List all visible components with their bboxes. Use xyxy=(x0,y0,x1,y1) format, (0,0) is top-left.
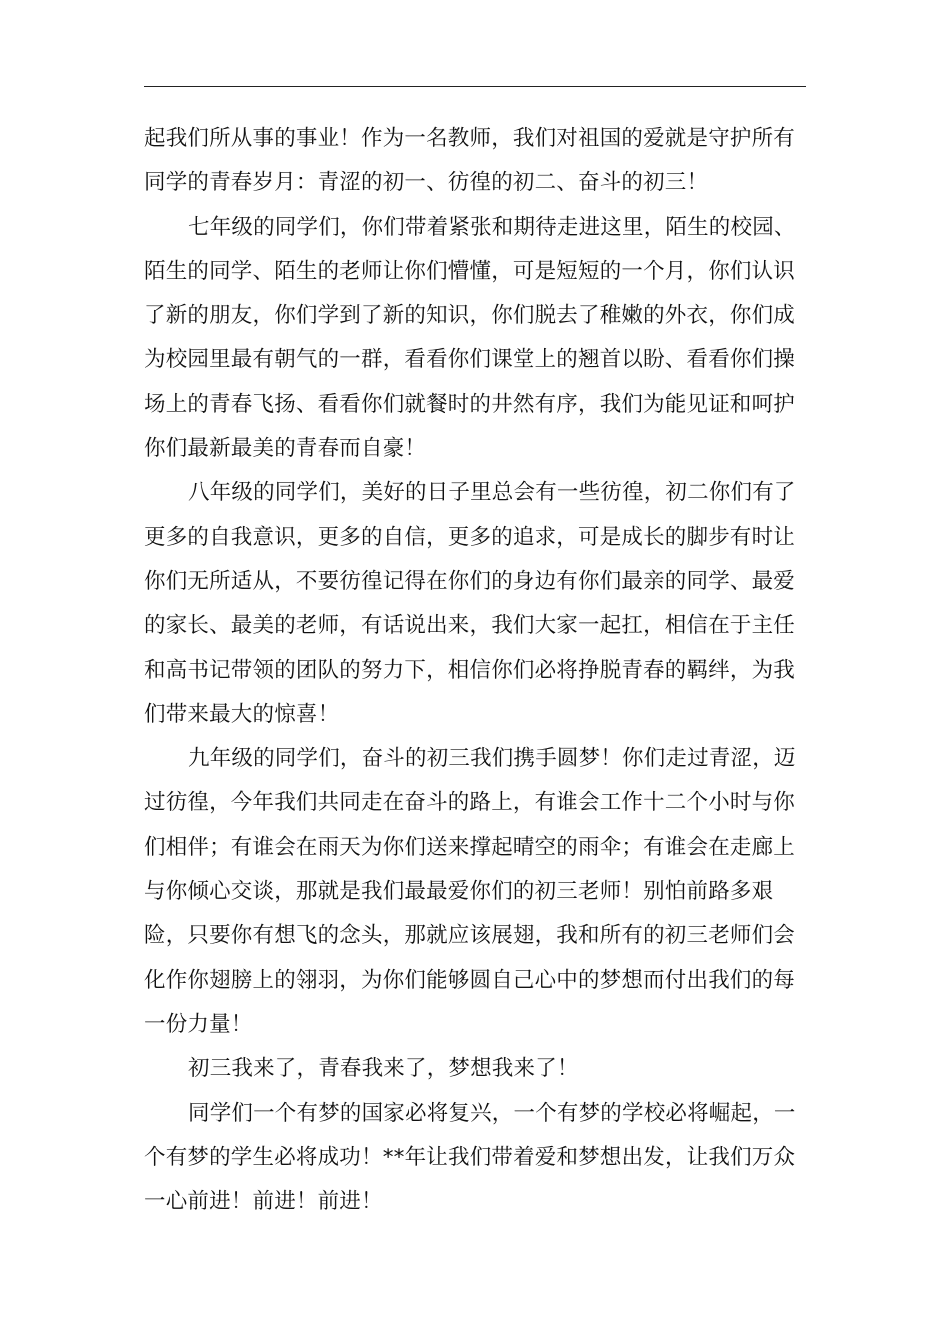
paragraph-grade-seven: 七年级的同学们，你们带着紧张和期待走进这里，陌生的校园、陌生的同学、陌生的老师让你们懵懂，可是短短的一个月，你们认识了新的朋友，你们学到了新的知识，你们脱去了稚嫩的外衣，你们成为校园里最有朝气的一群，看看你们课堂上的翘首以盼、看看你们操场上的青春飞扬、看看你们就餐时的井然有序，我们为能见证和呵护你们最新最美的青春而自豪！ xyxy=(144,214,796,462)
paragraph-slogan: 初三我来了，青春我来了，梦想我来了！ xyxy=(188,1056,579,1082)
paragraph-grade-eight: 八年级的同学们，美好的日子里总会有一些彷徨，初二你们有了更多的自我意识，更多的自信，更多的追求，可是成长的脚步有时让你们无所适从，不要彷徨记得在你们的身边有你们最亲的同学、最爱的家长、最美的老师，有话说出来，我们大家一起扛，相信在于主任和高书记带领的团队的努力下，相信你们必将挣脱青春的羁绊，为我们带来最大的惊喜！ xyxy=(144,480,796,727)
paragraph-continuation: 起我们所从事的事业！作为一名教师，我们对祖国的爱就是守护所有同学的青春岁月：青涩的初一、彷徨的初二、奋斗的初三！ xyxy=(144,126,796,196)
document-body xyxy=(144,117,808,1224)
header-rule xyxy=(144,86,806,87)
paragraph-grade-nine: 九年级的同学们，奋斗的初三我们携手圆梦！你们走过青涩，迈过彷徨，今年我们共同走在奋斗的路上，有谁会工作十二个小时与你们相伴；有谁会在雨天为你们送来撑起晴空的雨伞；有谁会在走廊上与你倾心交谈，那就是我们最最爱你们的初三老师！别怕前路多艰险，只要你有想飞的念头，那就应该展翅，我和所有的初三老师们会化作你翅膀上的翎羽，为你们能够圆自己心中的梦想而付出我们的每一份力量！ xyxy=(144,746,796,1037)
paragraph-closing: 同学们一个有梦的国家必将复兴，一个有梦的学校必将崛起，一个有梦的学生必将成功！**年让我们带着爱和梦想出发，让我们万众一心前进！前进！前进！ xyxy=(144,1100,796,1215)
